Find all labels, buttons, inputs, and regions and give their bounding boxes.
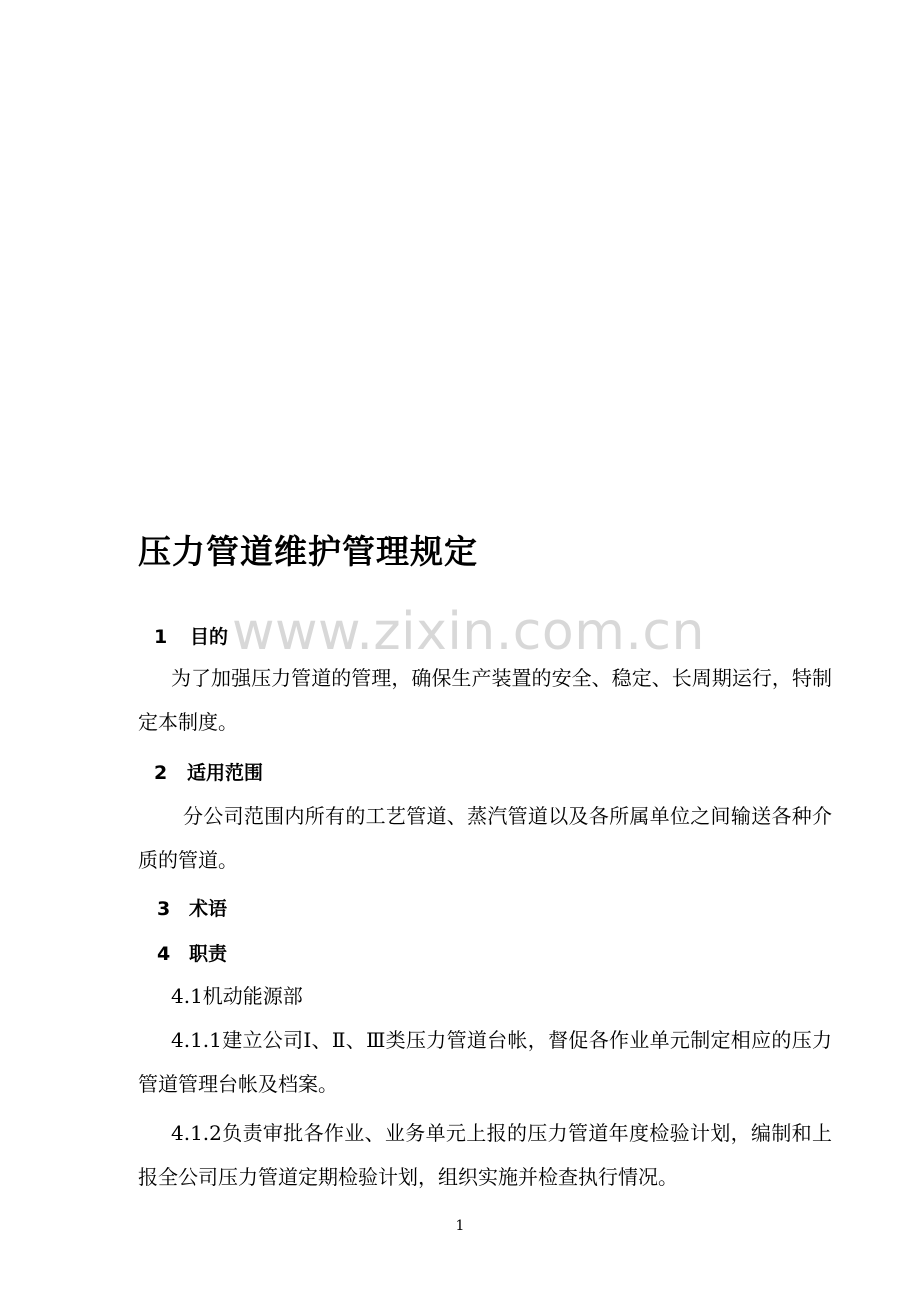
watermark: www.zixin.com.cn bbox=[232, 602, 705, 662]
page-number: 1 bbox=[455, 1218, 465, 1234]
paragraph-4-1-1: 4.1.1建立公司Ⅰ、Ⅱ、Ⅲ类压力管道台帐，督促各作业单元制定相应的压力管道管理台帐及档案。 bbox=[138, 1028, 832, 1096]
paragraph-4-1-2: 4.1.2负责审批各作业、业务单元上报的压力管道年度检验计划，编制和上报全公司压力管道定期检验计划，组织实施并检查执行情况。 bbox=[138, 1121, 832, 1189]
paragraph-scope: 分公司范围内所有的工艺管道、蒸汽管道以及各所属单位之间输送各种介质的管道。 bbox=[138, 804, 832, 872]
paragraph-purpose: 为了加强压力管道的管理，确保生产装置的安全、稳定、长周期运行，特制定本制度。 bbox=[138, 666, 832, 734]
section-number: 1 bbox=[154, 626, 168, 648]
section-number: 4 bbox=[157, 943, 171, 965]
section-label: 术语 bbox=[189, 898, 228, 920]
paragraph-4-1: 4.1机动能源部 bbox=[171, 984, 303, 1008]
section-heading-terms bbox=[157, 894, 227, 921]
section-number: 3 bbox=[157, 898, 171, 920]
section-number: 2 bbox=[154, 762, 168, 784]
section-label: 职责 bbox=[189, 943, 228, 965]
section-heading-purpose bbox=[154, 622, 228, 649]
document-title: 压力管道维护管理规定 bbox=[138, 532, 478, 571]
section-label: 目的 bbox=[190, 626, 229, 648]
section-label: 适用范围 bbox=[187, 762, 264, 784]
section-heading-scope bbox=[154, 758, 263, 785]
section-heading-duties bbox=[157, 939, 227, 966]
